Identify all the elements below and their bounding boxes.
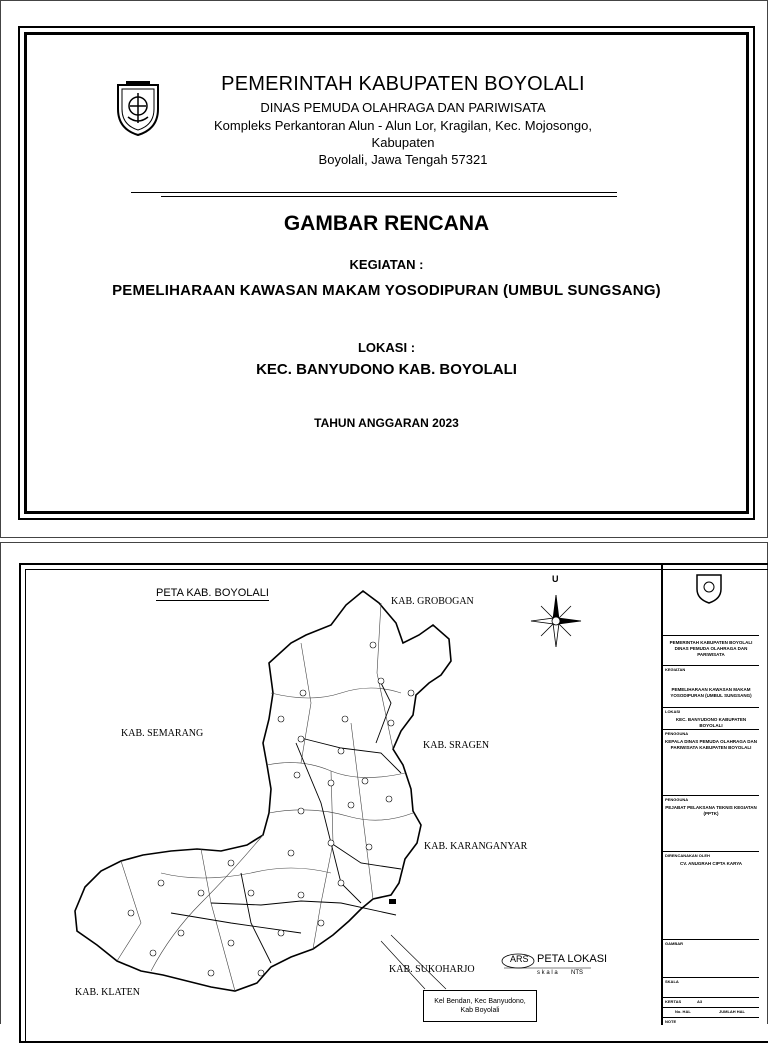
kegiatan-label: KEGIATAN :: [349, 257, 424, 272]
tb-skala: [663, 977, 759, 997]
tb-jumlah-hal: JUMLAH HAL: [719, 1009, 745, 1014]
tb-perencana-value: CV. ANUGRAH CIPTA KARYA: [679, 861, 743, 866]
label-sukoharjo: KAB. SUKOHARJO: [389, 964, 475, 975]
address-line-1: Kompleks Perkantoran Alun - Alun Lor, Kragilan, Kec. Mojosongo, Kabupaten: [214, 118, 592, 150]
tb-pengguna-label: PENGGUNA: [665, 731, 689, 736]
label-klaten: KAB. KLATEN: [75, 987, 140, 998]
tb-lokasi-label: LOKASI: [665, 709, 681, 714]
legend-scale-value: NTS: [571, 970, 583, 976]
tb-lokasi-value: KEC. BANYUDONO KABUPATEN BOYOLALI: [675, 717, 747, 728]
tb-kertas-value: A3: [697, 999, 703, 1004]
org-name: PEMERINTAH KABUPATEN BOYOLALI: [221, 73, 585, 95]
fiscal-year: TAHUN ANGGARAN 2023: [314, 416, 459, 430]
tb-kegiatan-value: PEMELIHARAAN KAWASAN MAKAM YOSODIPURAN (UMBUL SUNGSANG): [670, 687, 752, 698]
callout-line-1: Kel Bendan, Kec Banyudono,: [434, 998, 526, 1005]
address-line-2: Boyolali, Jawa Tengah 57321: [318, 152, 488, 167]
tb-pengguna: [663, 729, 759, 795]
tb-pptk-label: PENGGUNA: [665, 797, 689, 802]
tb-perencana-label: DIRENCANAKAN OLEH: [665, 853, 710, 858]
tb-halaman: [663, 1007, 759, 1017]
legend-title: PETA LOKASI: [537, 953, 608, 965]
title-block: [661, 565, 759, 1025]
legend-badge: ARS: [510, 954, 529, 964]
legend-scale-label: s k a l a: [537, 970, 558, 976]
tb-no-hal: No. HAL: [675, 1009, 691, 1014]
tb-skala-label: SKALA: [665, 979, 679, 984]
tb-pengguna-value: KEPALA DINAS PEMUDA OLAHRAGA DAN PARIWISATA KABUPATEN BOYOLALI: [665, 739, 757, 750]
map-sheet: [0, 542, 768, 1024]
map-title: PETA KAB. BOYOLALI: [156, 587, 269, 599]
tb-kertas-label: KERTAS: [665, 999, 682, 1004]
tb-kegiatan: [663, 665, 759, 707]
tb-note-label: NOTE: [665, 1019, 677, 1024]
label-grobogan: KAB. GROBOGAN: [391, 596, 474, 607]
boyolali-map: [1, 543, 768, 1025]
callout-line-2: Kab Boyolali: [460, 1007, 500, 1014]
regency-boundary: [75, 591, 451, 991]
tb-gambar: [663, 939, 759, 977]
callout-leader-2: [391, 935, 446, 989]
north-arrow-icon: [531, 595, 581, 647]
label-karanganyar: KAB. KARANGANYAR: [424, 841, 528, 852]
tb-kertas: [663, 997, 759, 1007]
tb-org: PEMERINTAH KABUPATEN BOYOLALI DINAS PEMUDA OLAHRAGA DAN PARIWISATA: [663, 635, 759, 675]
compass-north-letter: U: [552, 574, 559, 584]
tb-gambar-label: GAMBAR: [665, 941, 683, 946]
tb-pptk-value: PEJABAT PELAKSANA TEKNIS KEGIATAN (PPTK): [665, 805, 757, 816]
kegiatan-value: PEMELIHARAAN KAWASAN MAKAM YOSODIPURAN (UMBUL SUNGSANG): [112, 282, 661, 299]
site-callout: [423, 990, 537, 1022]
document-title: GAMBAR RENCANA: [283, 212, 490, 235]
site-marker: [389, 899, 396, 904]
tb-kegiatan-label: KEGIATAN: [665, 667, 686, 672]
tb-pptk: [663, 795, 759, 851]
lokasi-label: LOKASI :: [357, 340, 416, 355]
label-semarang: KAB. SEMARANG: [121, 728, 204, 739]
lokasi-value: KEC. BANYUDONO KAB. BOYOLALI: [256, 361, 517, 378]
tb-perencana: [663, 851, 759, 939]
label-sragen: KAB. SRAGEN: [423, 740, 490, 751]
department-name: DINAS PEMUDA OLAHRAGA DAN PARIWISATA: [260, 100, 546, 115]
tb-lokasi: [663, 707, 759, 729]
